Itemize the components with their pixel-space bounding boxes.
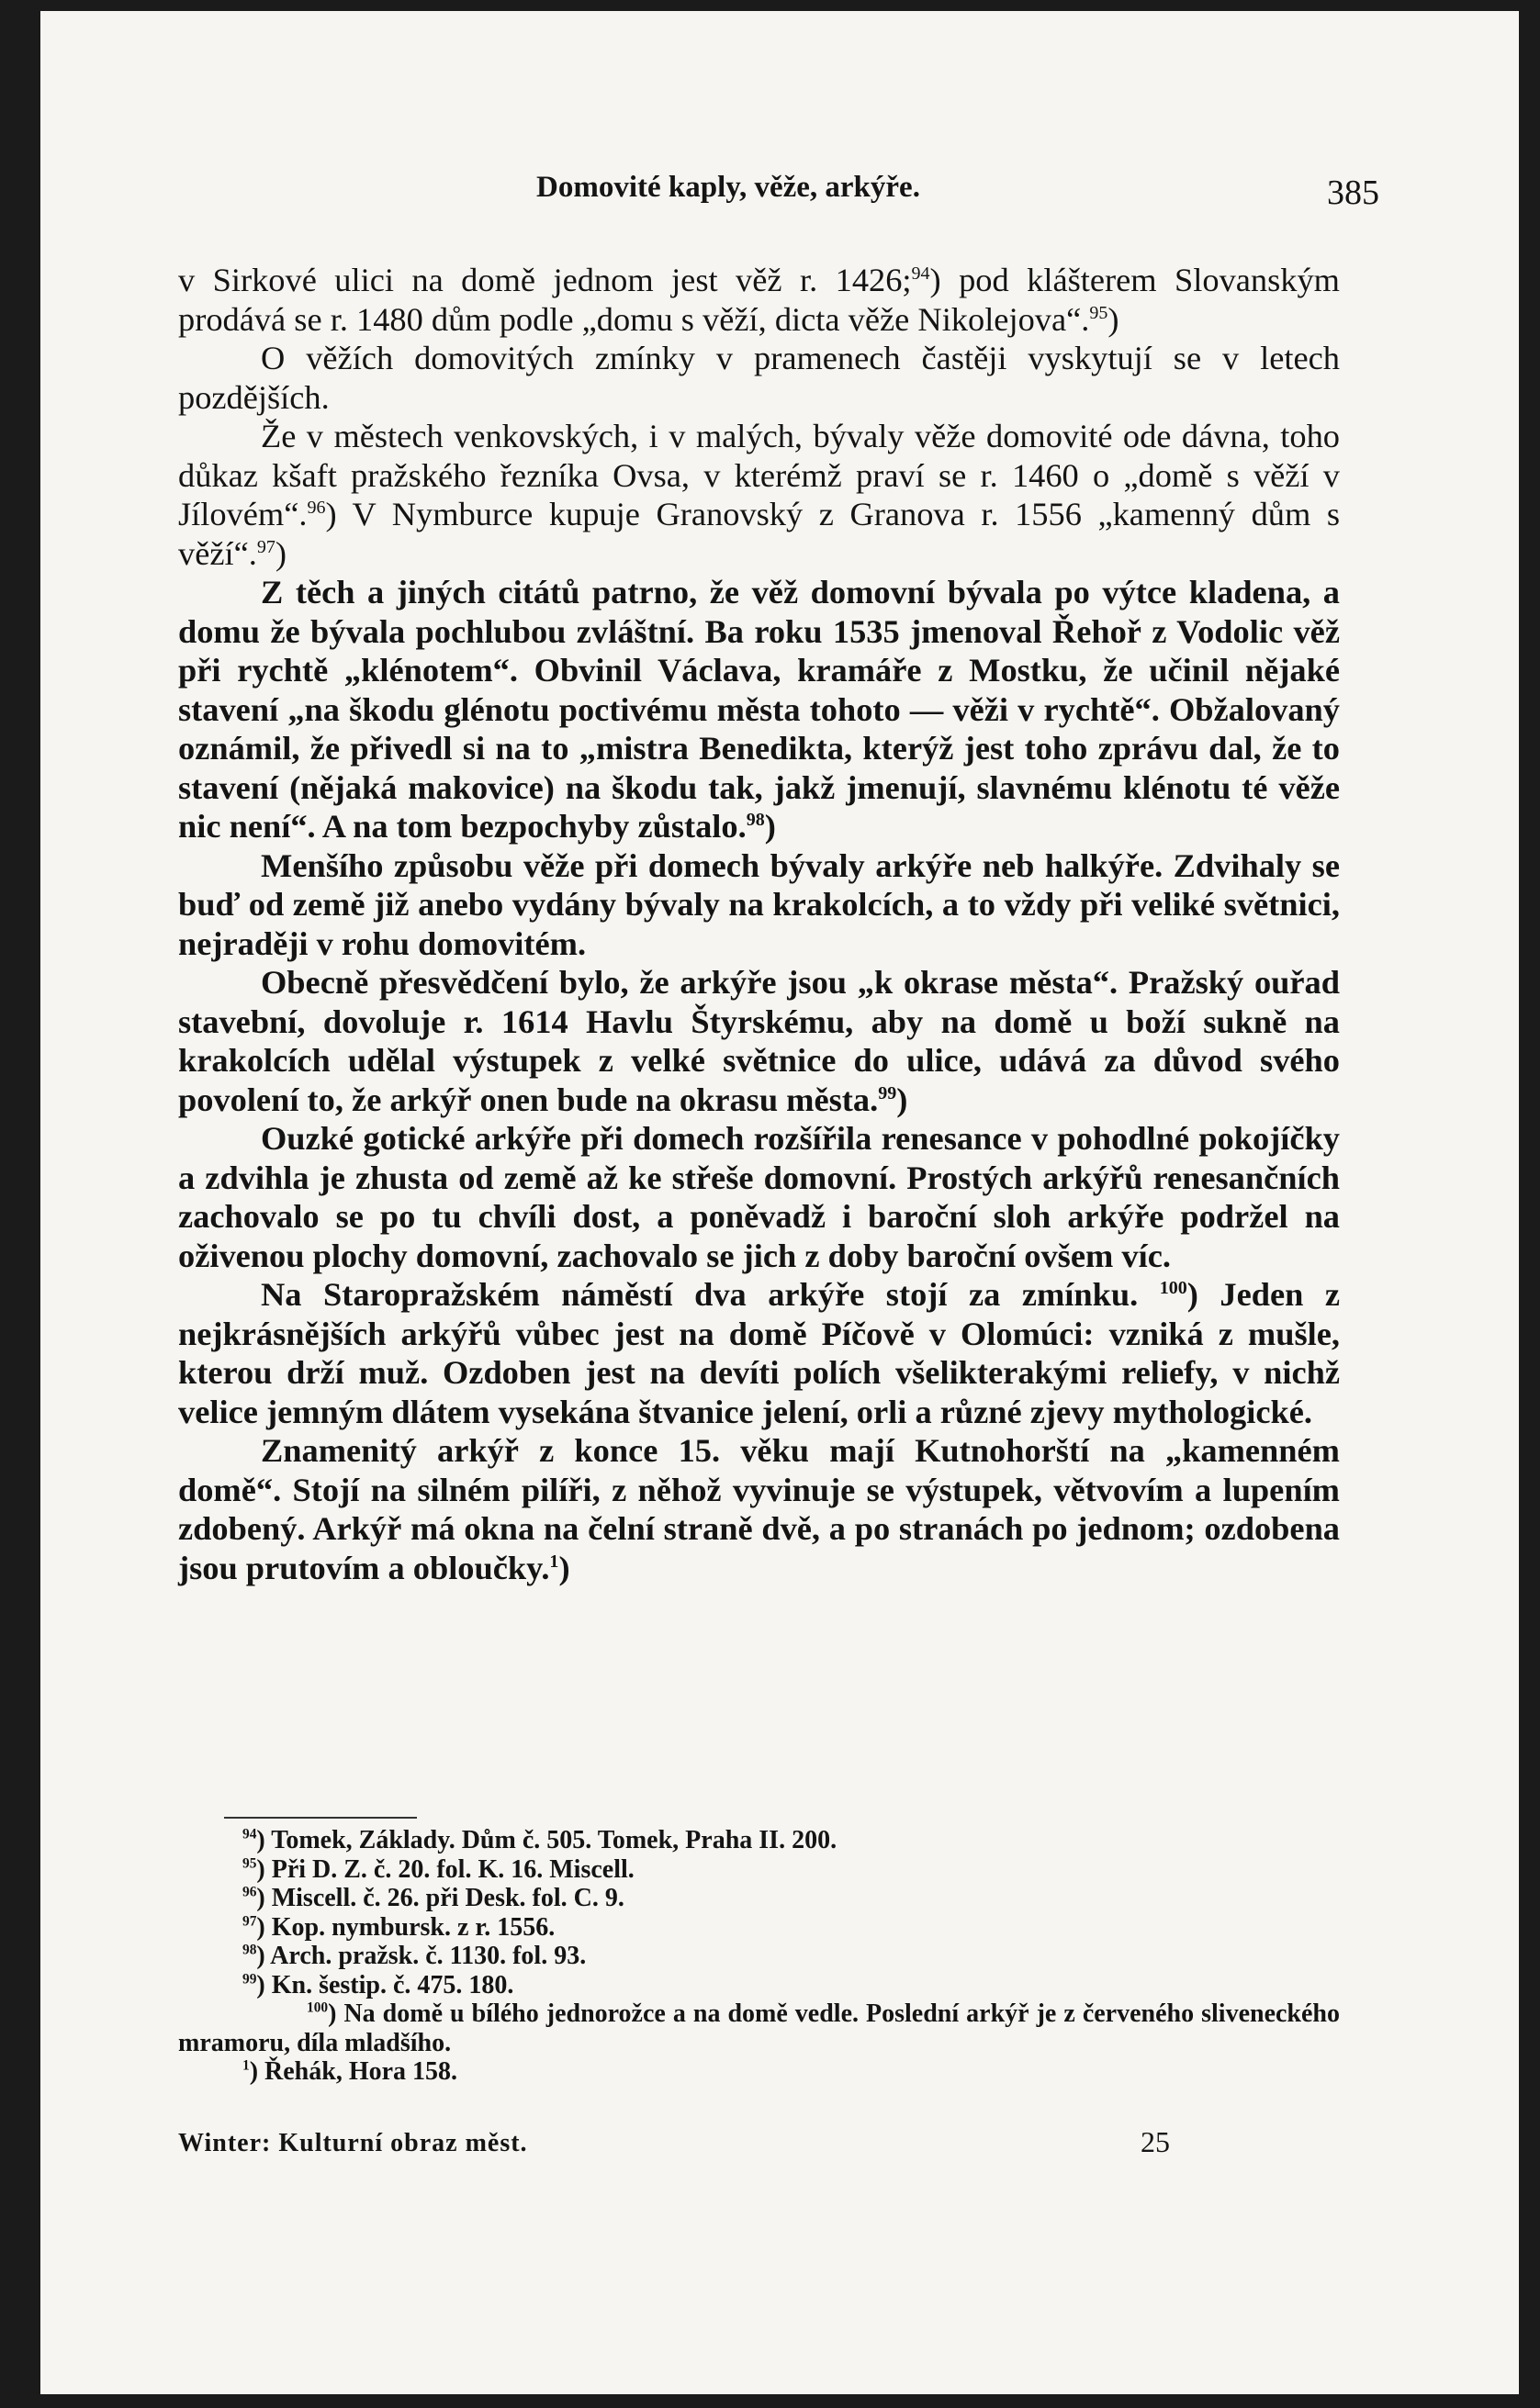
- footnote: $^{100}$) Na domě u bílého jednorožce a na domě vedle. Poslední arkýř je z červeného sliveneckého mramoru, díla mladšího.: [178, 1999, 1340, 2057]
- sheet-number: 25: [1141, 2125, 1170, 2158]
- page-header: [178, 165, 1379, 212]
- footnote: $^{96}$) Miscell. č. 26. při Desk. fol. C. 9.: [242, 1884, 624, 1912]
- body-text: [178, 261, 1340, 1587]
- page-number: 385: [1327, 174, 1379, 212]
- footnote: $^{98}$) Arch. pražsk. č. 1130. fol. 93.: [242, 1942, 587, 1970]
- paragraph: Z těch a jiných citátů patrno, že věž domovní bývala po výtce kladena, a domu že bývala pochlubou zvláštní. Ba roku 1535 jmenoval Řehoř z Vodolic věž při rychtě „klénotem“. Obvinil Václava, kramáře z Mostku, že učinil nějaké stavení „na škodu glénotu poctivému města tohoto — věži v rychtě“. Obžalovaný oznámil, že přivedl si na to „mistra Benedikta, kterýž jest toho zprávu dal, že to stavení (nějaká makovice) na škodu tak, jakž jmenují, slavnému klénotu té věže nic není“. A na tom bezpochyby zůstalo.$^{98}$): [178, 574, 1340, 845]
- paragraph: Na Staropražském náměstí dva arkýře stojí za zmínku. $^{100}$) Jeden z nejkrásnějších arkýřů vůbec jest na domě Píčově v Olomúci: vzniká z mušle, kterou drží muž. Ozdoben jest na devíti polích všelikterakými reliefy, v nichž velice jemným dlátem vysekána štvanice jelení, orli a různé zjevy mythologické.: [178, 1276, 1340, 1430]
- paragraph: Znamenitý arkýř z konce 15. věku mají Kutnohorští na „kamenném domě“. Stojí na silném pilíři, z něhož vyvinuje se výstupek, větvovím a lupením zdobený. Arkýř má okna na čelní straně dvě, a po stranách po jednom; ozdobena jsou prutovím a obloučky.$^1$): [178, 1432, 1340, 1586]
- footnote-ref[interactable]: 98: [746, 809, 765, 830]
- footnote-ref[interactable]: 95: [1089, 302, 1108, 323]
- paragraph: Ouzké gotické arkýře při domech rozšířila renesance v pohodlné pokojíčky a zdvihla je zhusta od země až ke střeše domovní. Prostých arkýřů renesančních zachovalo se po tu chvíli dost, a poněvadž i baroční sloh arkýře podržel na oživenou plochy domovní, zachovalo se jich z doby baroční ovšem víc.: [178, 1120, 1340, 1274]
- footnote-ref[interactable]: 100: [1159, 1277, 1187, 1298]
- paragraph: v Sirkové ulici na domě jednom jest věž r. 1426;$^{94}$) pod klášterem Slovanským prodává se r. 1480 dům podle „domu s věží, dicta věže Nikolejova“.$^{95}$): [178, 262, 1340, 338]
- paragraph: Že v městech venkovských, i v malých, bývaly věže domovité ode dávna, toho důkaz kšaft pražského řezníka Ovsa, v kterémž praví se r. 1460 o „domě s věží v Jílovém“.$^{96}$) V Nymburce kupuje Granovský z Granova r. 1556 „kamenný dům s věží“.$^{97}$): [178, 418, 1340, 572]
- footnote-ref[interactable]: 1: [549, 1551, 559, 1572]
- footnote-divider: [224, 1817, 417, 1819]
- footnote: $^1$) Řehák, Hora 158.: [242, 2057, 458, 2086]
- footnote: $^{99}$) Kn. šestip. č. 475. 180.: [242, 1970, 514, 1999]
- footnote-ref[interactable]: 94: [911, 263, 930, 284]
- paragraph: O věžích domovitých zmínky v pramenech častěji vyskytují se v letech pozdějších.: [178, 340, 1340, 416]
- footnote-ref[interactable]: 99: [878, 1082, 897, 1103]
- page-footer: [178, 2125, 1340, 2166]
- running-head: Domovité kaply, věže, arkýře.: [536, 171, 920, 204]
- paragraph: Obecně přesvědčení bylo, že arkýře jsou „k okrase města“. Pražský ouřad stavební, dovoluje r. 1614 Havlu Štyrskému, aby na domě u boží sukně na krakolcích udělal výstupek z velké světnice do ulice, udává za důvod svého povolení to, že arkýř onen bude na okrasu města.$^{99}$): [178, 964, 1340, 1118]
- paragraph: Menšího způsobu věže při domech bývaly arkýře neb halkýře. Zdvihaly se buď od země již anebo vydány bývaly na krakolcích, a to vždy při veliké světnici, nejraději v rohu domovitém.: [178, 846, 1340, 962]
- footnotes: [178, 1826, 1340, 2087]
- footnote: $^{94}$) Tomek, Základy. Dům č. 505. Tomek, Praha II. 200.: [242, 1826, 837, 1854]
- signature-mark: Winter: Kulturní obraz měst.: [178, 2129, 528, 2157]
- footnote-ref[interactable]: 97: [256, 536, 275, 557]
- book-page: [40, 11, 1519, 2394]
- footnote-ref[interactable]: 96: [307, 497, 326, 518]
- footnote: $^{95}$) Při D. Z. č. 20. fol. K. 16. Miscell.: [242, 1854, 635, 1884]
- footnote: $^{97}$) Kop. nymbursk. z r. 1556.: [242, 1912, 556, 1942]
